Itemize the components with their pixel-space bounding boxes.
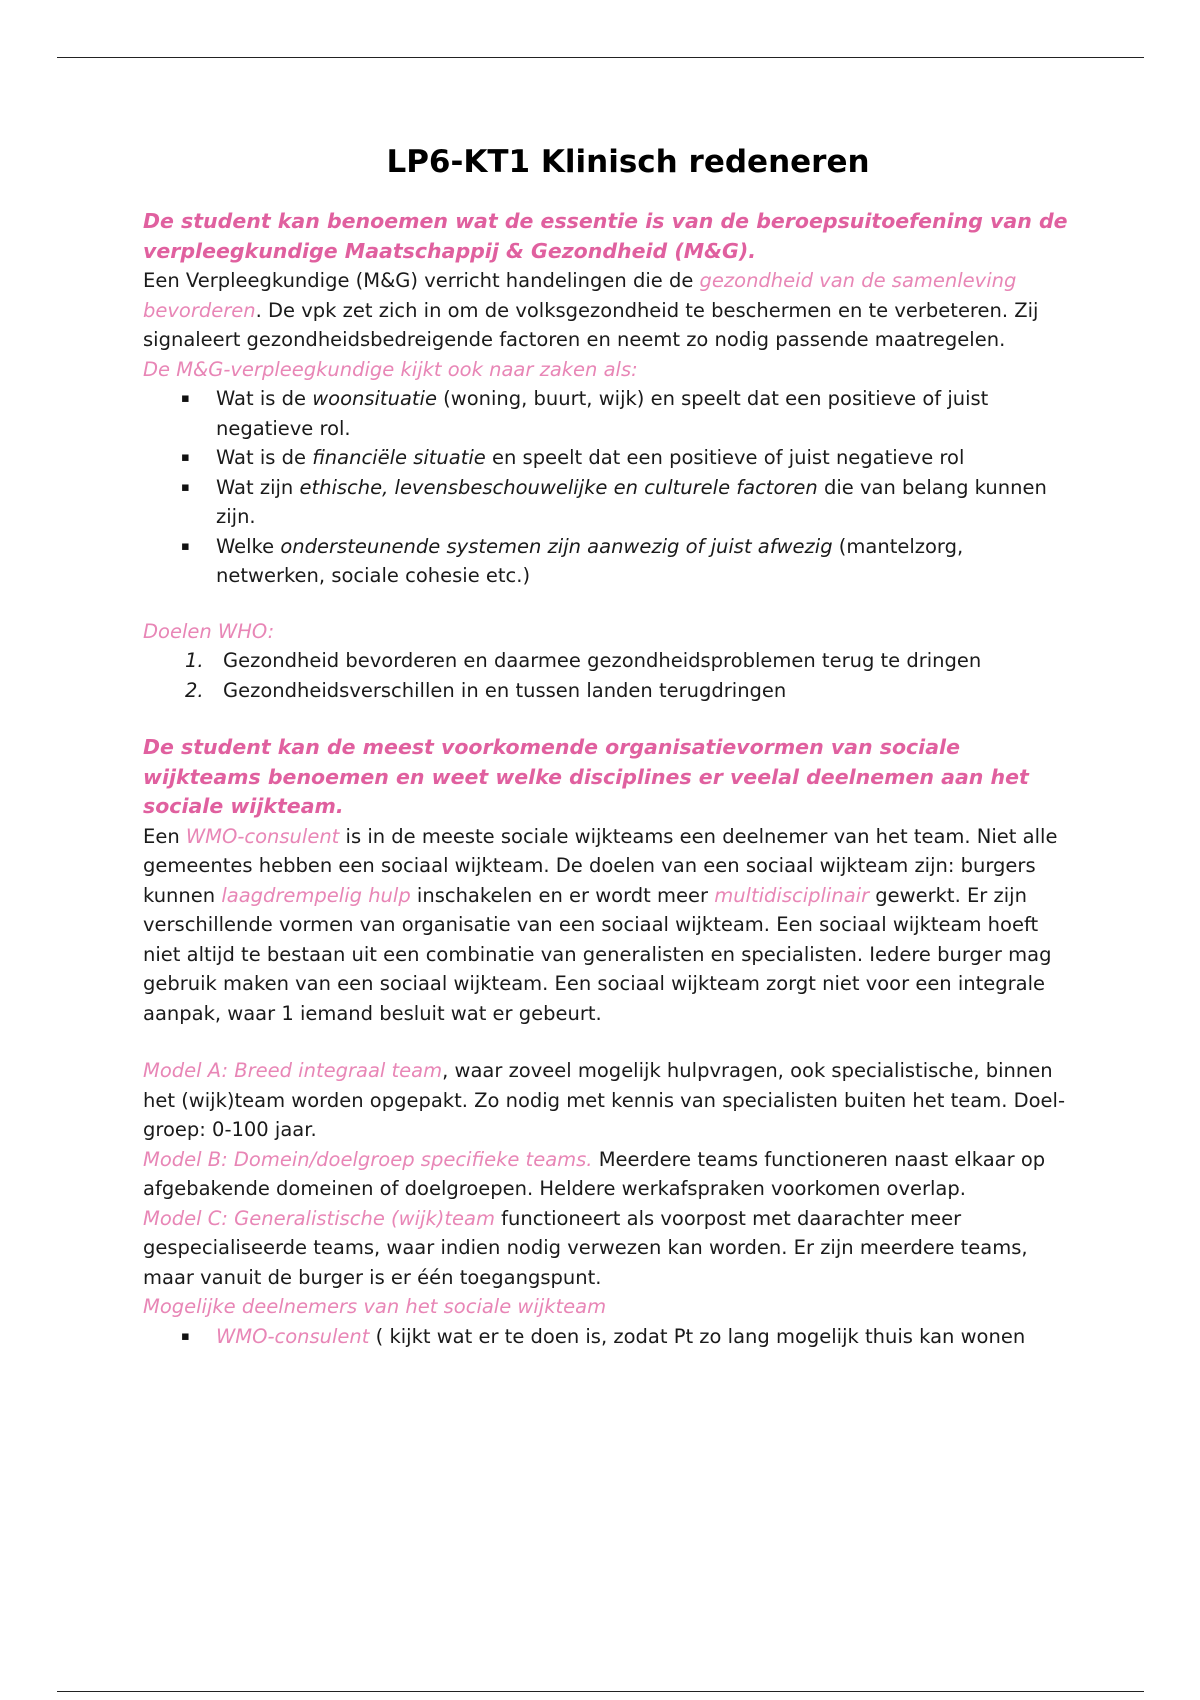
- section-heading-wijkteams: De student kan de meest voorkomende organisatievormen van sociale wijkteams benoemen en weet welke disciplines er veelal deelnemen aan het sociale wijkteam.: [143, 735, 1029, 818]
- text-run: Gezondheid bevorderen en daarmee gezondheidsproblemen terug te dringen: [223, 649, 982, 672]
- section-heading-essentie: De student kan benoemen wat de essentie is van de beroepsuitoefening van de verpleegkundige Maatschappij & Gezondheid (M&G).: [143, 209, 1068, 263]
- list-item: [185, 676, 1073, 706]
- text-run: (woning, buurt, wijk) en speelt dat een positieve of juist negatieve rol.: [216, 387, 989, 440]
- text-run: Meerdere teams functioneren naast elkaar op afgebakende domeinen of doelgroepen. Heldere werkafspraken voorkomen overlap.: [143, 1147, 1046, 1200]
- emphasis-text: multidisciplinair: [714, 883, 870, 907]
- text-run: . De vpk zet zich in om de volksgezondheid te beschermen en te verbeteren. Zij signaleert gezondheidsbedreigende factoren en neemt zo nodig passende maatregelen.: [143, 298, 1039, 351]
- list-item: [216, 532, 1073, 591]
- text-run: inschakelen en er wordt meer: [410, 883, 715, 907]
- paragraph-model-a: [143, 1056, 1073, 1145]
- list-item: [185, 646, 1073, 676]
- list-item: [216, 1322, 1073, 1352]
- text-run: (mantelzorg, netwerken, sociale cohesie etc.): [216, 534, 964, 587]
- text-run: gewerkt. Er zijn verschillende vormen van organisatie van een sociaal wijkteam. Een sociaal wijkteam hoeft niet altijd te bestaan uit een combinatie van generalisten en specialisten. Iedere burger mag gebruik maken van een sociaal wijkteam. Een sociaal wijkteam zorgt niet voor een integrale aanpak, waar 1 iemand besluit wat er gebeurt.: [143, 883, 1052, 1025]
- bullet-list-deelnemers: [143, 1322, 1073, 1352]
- list-number: 1.: [185, 649, 204, 672]
- subheading-who: Doelen WHO:: [143, 619, 275, 643]
- list-item: [216, 473, 1073, 532]
- text-run: Wat zijn: [216, 475, 300, 499]
- document-page: [143, 138, 1073, 1351]
- text-run: Wat is de: [216, 446, 313, 469]
- text-run: Een: [143, 824, 186, 848]
- model-label: Model B: Domein/doelgroep specifieke teams.: [143, 1147, 593, 1171]
- text-run: , waar zoveel mogelijk hulpvragen, ook specialistische, binnen het (wijk)team worden opgepakt. Zo nodig met kennis van specialisten buiten het team. Doel- groep: 0-100 jaar.: [143, 1059, 1065, 1141]
- text-run: Een Verpleegkundige (M&G) verricht handelingen die de: [143, 269, 700, 292]
- subheading-zaken: De M&G-verpleegkundige kijkt ook naar zaken als:: [143, 357, 638, 381]
- paragraph-wijkteam: [143, 822, 1073, 1029]
- bottom-rule: [57, 1691, 1144, 1692]
- emphasis-text: gezondheid van de samenleving bevorderen: [143, 269, 1017, 322]
- italic-text: ondersteunende systemen zijn aanwezig of juist afwezig: [280, 534, 833, 558]
- italic-text: financiële situatie: [312, 446, 486, 469]
- list-number: 2.: [185, 678, 204, 702]
- text-run: en speelt dat een positieve of juist negatieve rol: [485, 446, 965, 469]
- page-title: LP6-KT1 Klinisch redeneren: [386, 144, 870, 180]
- text-run: Gezondheidsverschillen in en tussen landen terugdringen: [223, 678, 787, 702]
- model-label: Model C: Generalistische (wijk)team: [143, 1206, 495, 1230]
- paragraph-verpleegkundige: [143, 266, 1073, 355]
- paragraph-model-c: [143, 1204, 1073, 1293]
- italic-text: woonsituatie: [312, 387, 437, 410]
- emphasis-text: WMO-consulent: [216, 1324, 370, 1348]
- text-run: is in de meeste sociale wijkteams een deelnemer van het team. Niet alle gemeentes hebben een sociaal wijkteam. De doelen van een sociaal wijkteam zijn: burgers kunnen: [143, 824, 1058, 907]
- text-run: Wat is de: [216, 387, 313, 410]
- italic-text: ethische, levensbeschouwelijke en culturele factoren: [299, 475, 818, 499]
- subheading-deelnemers: Mogelijke deelnemers van het sociale wijkteam: [143, 1295, 607, 1318]
- list-item: [216, 384, 1073, 443]
- text-run: die van belang kunnen zijn.: [216, 475, 1047, 528]
- model-label: Model A: Breed integraal team: [143, 1059, 443, 1082]
- text-run: functioneert als voorpost met daarachter meer gespecialiseerde teams, waar indien nodig verwezen kan worden. Er zijn meerdere teams, maar vanuit de burger is er één toegangspunt.: [143, 1206, 1028, 1289]
- emphasis-text: WMO-consulent: [185, 824, 340, 848]
- emphasis-text: laagdrempelig hulp: [221, 883, 411, 907]
- text-run: ( kijkt wat er te doen is, zodat Pt zo lang mogelijk thuis kan wonen: [369, 1324, 1026, 1348]
- text-run: Welke: [216, 534, 281, 558]
- numbered-list-who: [143, 646, 1073, 705]
- top-rule: [57, 57, 1144, 58]
- list-item: [216, 443, 1073, 473]
- paragraph-model-b: [143, 1145, 1073, 1204]
- bullet-list-zaken: [143, 384, 1073, 591]
